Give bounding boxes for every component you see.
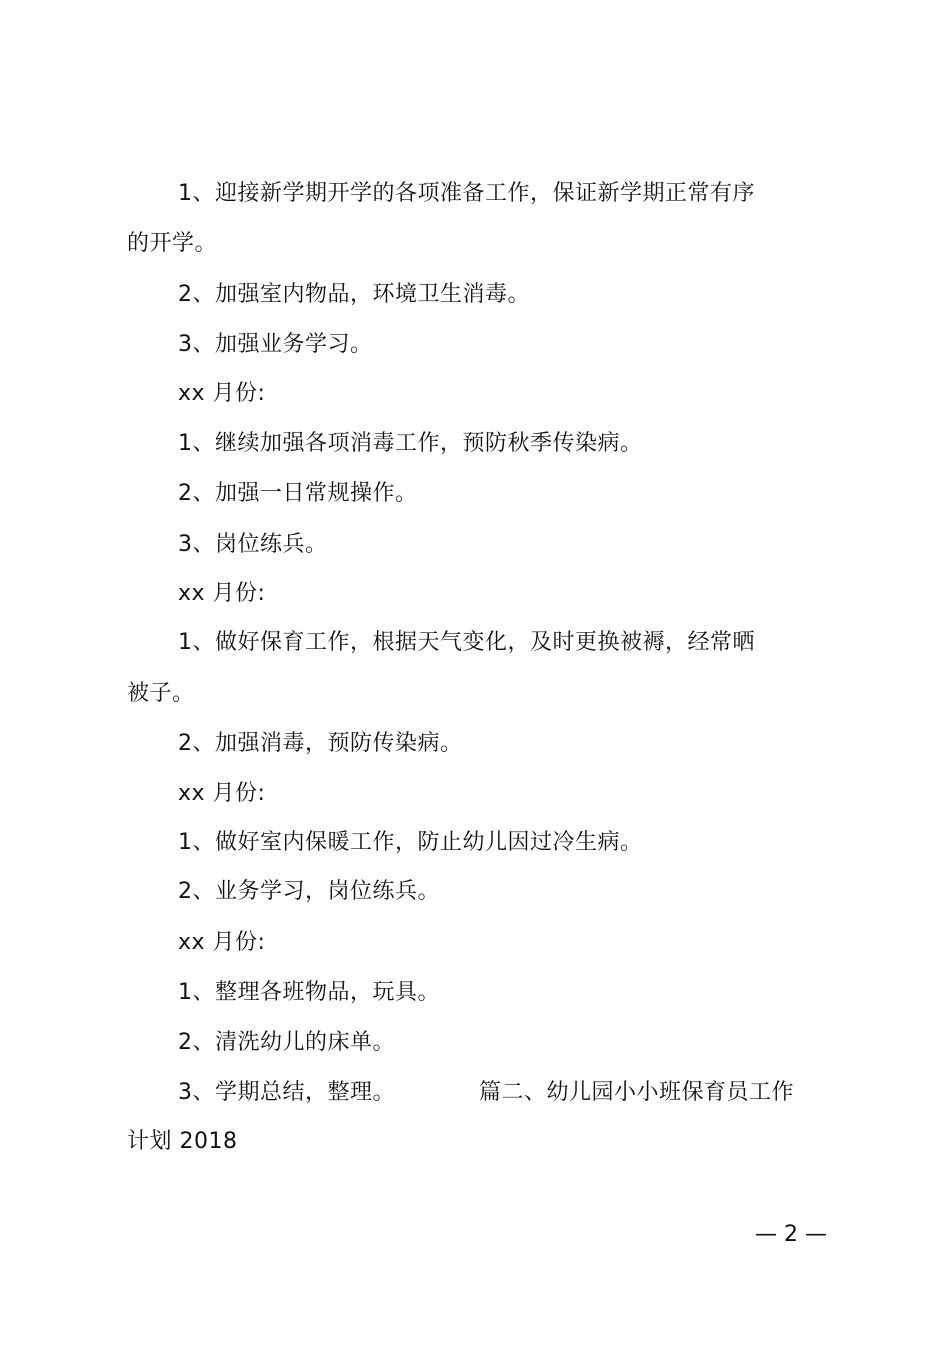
month-heading: xx 月份: <box>178 930 266 955</box>
paragraph-line <box>178 1078 794 1108</box>
paragraph-text: 3、学期总结，整理。 <box>178 1080 395 1105</box>
paragraph-line: 3、加强业务学习。 <box>178 332 373 357</box>
month-heading: xx 月份: <box>178 381 266 406</box>
paragraph-line: 1、整理各班物品，玩具。 <box>178 980 440 1005</box>
page-number: — 2 — <box>755 1222 827 1247</box>
paragraph-line: 1、继续加强各项消毒工作，预防秋季传染病。 <box>178 431 643 456</box>
paragraph-line: 被子。 <box>127 681 195 706</box>
month-heading: xx 月份: <box>178 781 266 806</box>
paragraph-line: 1、做好保育工作，根据天气变化，及时更换被褥，经常晒 <box>178 630 755 655</box>
paragraph-line: 的开学。 <box>127 231 218 256</box>
month-heading: xx 月份: <box>178 581 266 606</box>
paragraph-line: 1、迎接新学期开学的各项准备工作，保证新学期正常有序 <box>178 181 755 206</box>
paragraph-line: 2、加强消毒，预防传染病。 <box>178 731 463 756</box>
paragraph-line: 2、业务学习，岗位练兵。 <box>178 879 440 904</box>
paragraph-line: 2、加强一日常规操作。 <box>178 481 418 506</box>
paragraph-line: 2、加强室内物品，环境卫生消毒。 <box>178 282 530 307</box>
paragraph-line: 3、岗位练兵。 <box>178 532 328 557</box>
section-title: 篇二、幼儿园小小班保育员工作 <box>479 1080 795 1105</box>
paragraph-line: 1、做好室内保暖工作，防止幼儿因过冷生病。 <box>178 830 643 855</box>
paragraph-line: 2、清洗幼儿的床单。 <box>178 1030 395 1055</box>
section-title-continued: 计划 2018 <box>127 1129 238 1154</box>
